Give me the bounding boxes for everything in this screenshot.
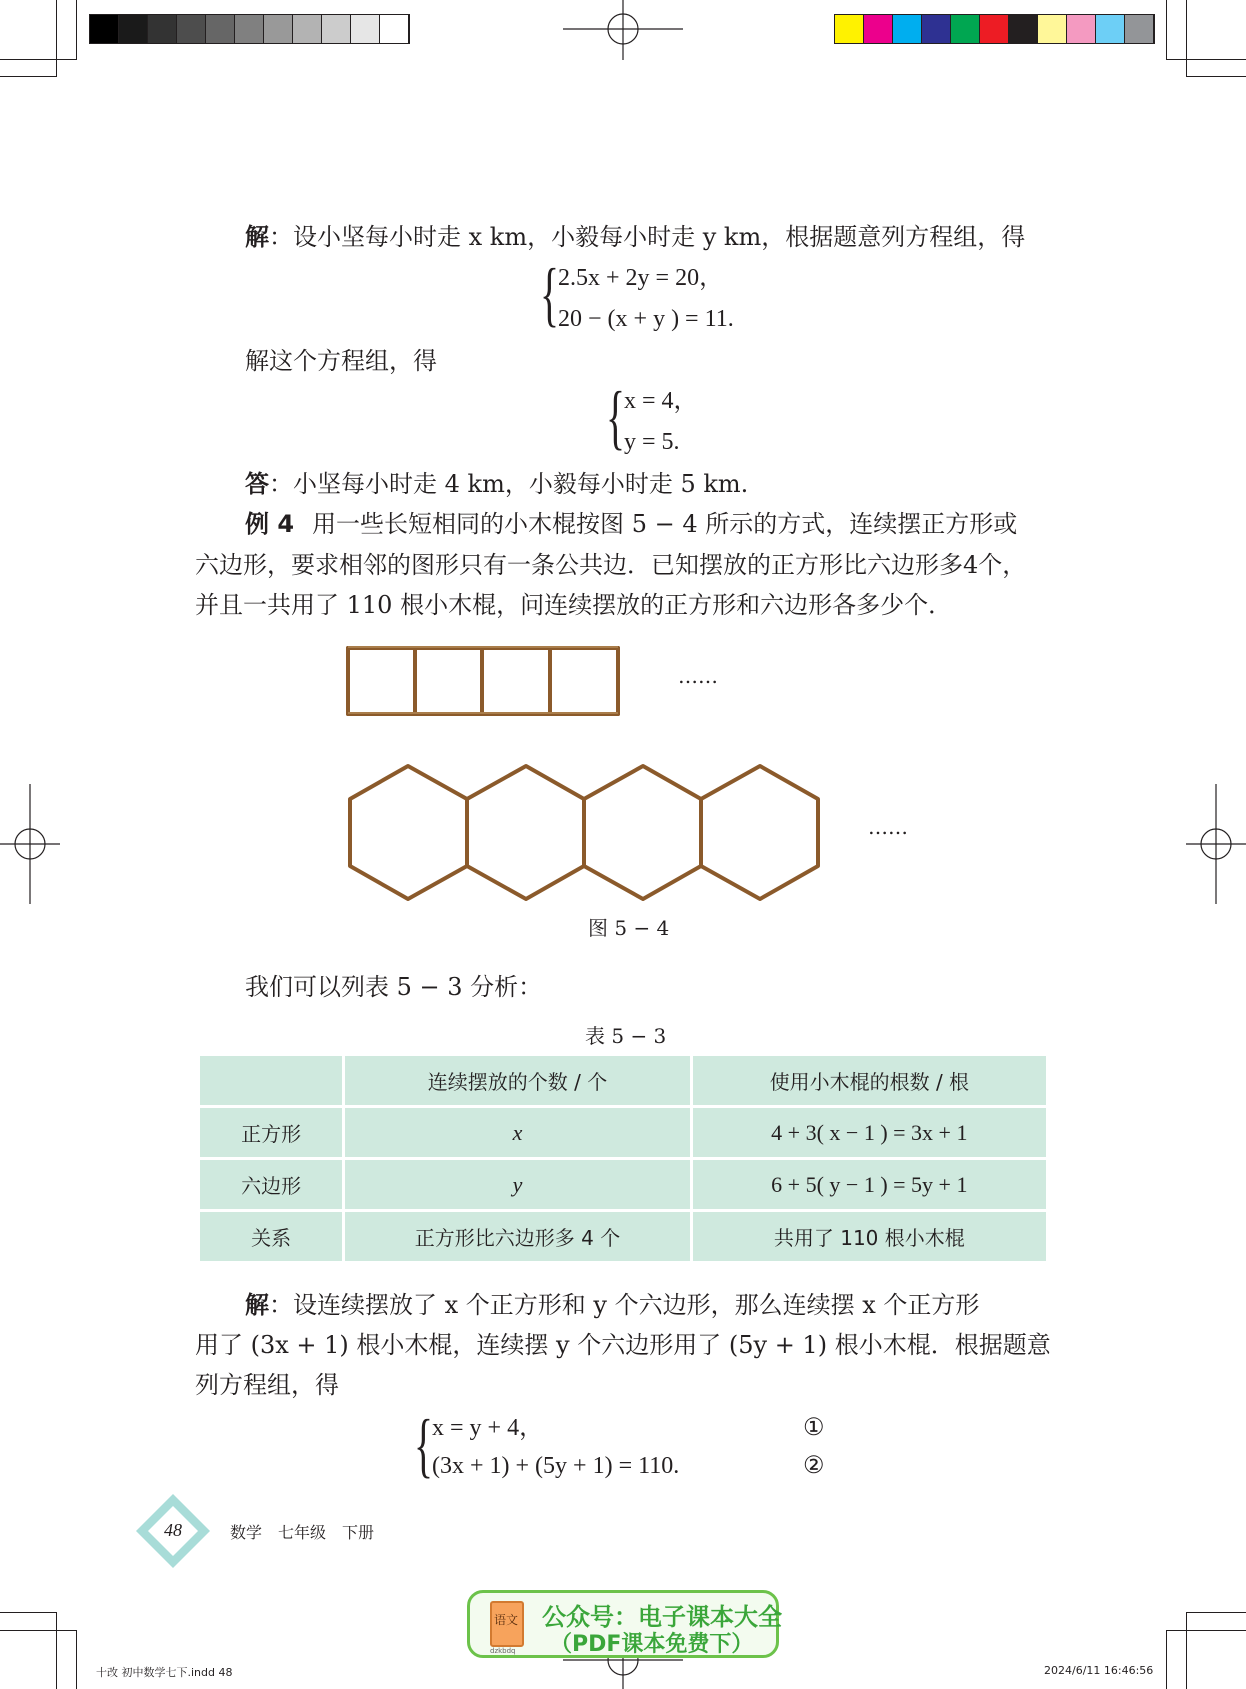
badge-book-icon xyxy=(490,1601,524,1655)
example4-line1: 例 4 用一些长短相同的小木棍按图 5 − 4 所示的方式，连续摆正方形或 xyxy=(245,510,1018,538)
table-5-3 xyxy=(197,1053,1049,1264)
color-swatch xyxy=(1067,15,1096,43)
brace-3: { xyxy=(414,1405,434,1485)
solution1-res1: x = 4， xyxy=(624,388,698,414)
table-cell: 正方形比六边形多 4 个 xyxy=(345,1212,689,1261)
example4-line2: 六边形，要求相邻的图形只有一条公共边．已知摆放的正方形比六边形多4个， xyxy=(195,551,1027,579)
table-cell: 六边形 xyxy=(200,1160,342,1209)
gray-swatch xyxy=(264,15,293,43)
solution1-answer: 答：小坚每小时走 4 km，小毅每小时走 5 km. xyxy=(245,469,749,498)
equation-mark-1: ① xyxy=(803,1415,825,1441)
timestamp: 2024/6/11 16:46:56 xyxy=(1044,1664,1154,1677)
brace-1: { xyxy=(540,254,560,334)
color-swatch xyxy=(864,15,893,43)
table-caption: 表 5 − 3 xyxy=(585,1024,667,1048)
solution1-line2: 解这个方程组，得 xyxy=(245,347,437,375)
gray-swatch xyxy=(235,15,264,43)
solution1-eq1: 2.5x + 2y = 20， xyxy=(558,265,724,291)
color-swatch xyxy=(1038,15,1067,43)
solution1-line1: 解：设小坚每小时走 x km，小毅每小时走 y km，根据题意列方程组，得 xyxy=(245,222,1026,251)
table-row xyxy=(200,1212,1046,1261)
table-header-row xyxy=(200,1056,1046,1105)
gray-swatch xyxy=(351,15,380,43)
file-info: 十改 初中数学七下.indd 48 xyxy=(96,1666,233,1679)
table-cell: 6 + 5( y − 1 ) = 5y + 1 xyxy=(693,1160,1046,1209)
badge-icon-text: 语文 xyxy=(494,1613,519,1627)
figure-squares-ellipsis: …… xyxy=(678,664,718,688)
gray-swatch xyxy=(90,15,119,43)
solution1-res2: y = 5. xyxy=(624,429,680,455)
gray-color-bar xyxy=(89,14,410,44)
color-swatch xyxy=(835,15,864,43)
brace-2: { xyxy=(606,377,626,457)
solution1-eq2: 20 − (x + y ) = 11. xyxy=(558,306,734,332)
color-swatch xyxy=(893,15,922,43)
gray-swatch xyxy=(206,15,235,43)
table-cell: 4 + 3( x − 1 ) = 3x + 1 xyxy=(693,1108,1046,1157)
color-swatch xyxy=(1096,15,1125,43)
figure-hexagons-ellipsis: …… xyxy=(868,815,908,839)
gray-swatch xyxy=(177,15,206,43)
badge-line2: （PDF课本免费下） xyxy=(550,1632,754,1657)
table-header-cell xyxy=(200,1056,342,1105)
registration-mark-right xyxy=(1186,784,1246,904)
figure-squares xyxy=(340,640,640,720)
solution2-line2: 用了 (3x + 1) 根小木棍，连续摆 y 个六边形用了 (5y + 1) 根小木棍．根据题意 xyxy=(195,1331,1051,1359)
solution2-line3: 列方程组，得 xyxy=(195,1371,339,1399)
solution2-line1: 解：设连续摆放了 x 个正方形和 y 个六边形，那么连续摆 x 个正方形 xyxy=(245,1290,980,1319)
color-swatch xyxy=(980,15,1009,43)
table-intro: 我们可以列表 5 − 3 分析： xyxy=(245,973,543,1001)
table-row xyxy=(200,1108,1046,1157)
table-row xyxy=(200,1160,1046,1209)
table-header-cell: 使用小木棍的根数 / 根 xyxy=(693,1056,1046,1105)
color-swatch xyxy=(1009,15,1038,43)
table-cell: x xyxy=(345,1108,689,1157)
color-swatch xyxy=(922,15,951,43)
gray-swatch xyxy=(293,15,322,43)
table-header-cell: 连续摆放的个数 / 个 xyxy=(345,1056,689,1105)
gray-swatch xyxy=(322,15,351,43)
gray-swatch xyxy=(148,15,177,43)
gray-swatch xyxy=(380,15,409,43)
book-title: 数学 七年级 下册 xyxy=(230,1523,375,1542)
registration-mark-left xyxy=(0,784,60,904)
table-cell: 关系 xyxy=(200,1212,342,1261)
table-cell: 共用了 110 根小木棍 xyxy=(693,1212,1046,1261)
figure-hexagons xyxy=(340,760,830,905)
watermark-badge xyxy=(467,1590,782,1658)
registration-mark-top xyxy=(563,0,683,60)
color-swatch xyxy=(1125,15,1154,43)
color-swatch xyxy=(951,15,980,43)
gray-swatch xyxy=(119,15,148,43)
equation-mark-2: ② xyxy=(803,1453,825,1479)
solution2-eq2: (3x + 1) + (5y + 1) = 110. xyxy=(432,1453,680,1479)
example4-line3: 并且一共用了 110 根小木棍，问连续摆放的正方形和六边形各多少个． xyxy=(195,591,953,619)
solution2-eq1: x = y + 4， xyxy=(432,1415,544,1441)
figure-caption: 图 5 − 4 xyxy=(588,916,670,940)
cmyk-color-bar xyxy=(834,14,1155,44)
table-cell: 正方形 xyxy=(200,1108,342,1157)
badge-line1: 公众号：电子课本大全 xyxy=(542,1603,782,1631)
badge-icon-sub: dzkbdq xyxy=(490,1647,516,1655)
page-number: 48 xyxy=(164,1520,182,1540)
table-cell: y xyxy=(345,1160,689,1209)
